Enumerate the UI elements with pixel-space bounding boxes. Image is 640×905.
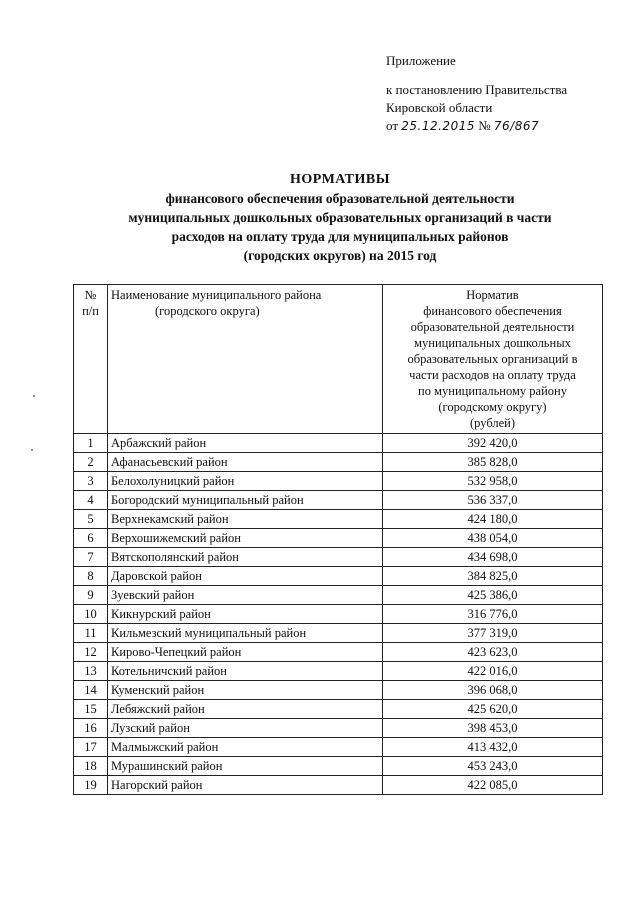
- table-row: [74, 776, 603, 795]
- header-value-line: по муниципальному району: [418, 384, 567, 398]
- table-row: [74, 605, 603, 624]
- row-district-name: Котельничский район: [108, 662, 383, 681]
- date-value: 25.12.2015: [401, 119, 475, 133]
- row-norm-value: 385 828,0: [383, 453, 603, 472]
- row-district-name: Арбажский район: [108, 434, 383, 453]
- row-number: 1: [74, 434, 108, 453]
- row-district-name: Лузский район: [108, 719, 383, 738]
- table-row: [74, 529, 603, 548]
- row-district-name: Малмыжский район: [108, 738, 383, 757]
- row-norm-value: 316 776,0: [383, 605, 603, 624]
- row-district-name: Верхнекамский район: [108, 510, 383, 529]
- row-district-name: Верхошижемский район: [108, 529, 383, 548]
- table-row: [74, 738, 603, 757]
- row-number: 2: [74, 453, 108, 472]
- row-norm-value: 424 180,0: [383, 510, 603, 529]
- header-value-line: Норматив: [466, 288, 519, 302]
- appendix-block: [386, 52, 626, 135]
- heading-line-2: муниципальных дошкольных образовательных организаций в части: [128, 210, 552, 225]
- header-district-name: [108, 285, 383, 434]
- row-norm-value: 398 453,0: [383, 719, 603, 738]
- row-district-name: Афанасьевский район: [108, 453, 383, 472]
- row-norm-value: 384 825,0: [383, 567, 603, 586]
- row-district-name: Вятскополянский район: [108, 548, 383, 567]
- row-district-name: Белохолуницкий район: [108, 472, 383, 491]
- row-district-name: Богородский муниципальный район: [108, 491, 383, 510]
- header-value-line: муниципальных дошкольных: [414, 336, 571, 350]
- row-number: 19: [74, 776, 108, 795]
- row-district-name: Кикнурский район: [108, 605, 383, 624]
- row-number: 5: [74, 510, 108, 529]
- row-number: 9: [74, 586, 108, 605]
- table-row: [74, 567, 603, 586]
- row-norm-value: 425 620,0: [383, 700, 603, 719]
- table-row: [74, 548, 603, 567]
- header-value-line: (рублей): [469, 416, 516, 430]
- row-number: 6: [74, 529, 108, 548]
- row-number: 8: [74, 567, 108, 586]
- row-norm-value: 422 016,0: [383, 662, 603, 681]
- date-prefix: от: [386, 118, 399, 133]
- table-row: [74, 681, 603, 700]
- table-row: [74, 719, 603, 738]
- row-norm-value: 434 698,0: [383, 548, 603, 567]
- row-number: 12: [74, 643, 108, 662]
- appendix-line-region: Кировской области: [386, 100, 493, 115]
- header-value-line: образовательной деятельности: [410, 320, 575, 334]
- row-norm-value: 438 054,0: [383, 529, 603, 548]
- heading-line-1: финансового обеспечения образовательной деятельности: [165, 191, 515, 206]
- row-district-name: Мурашинский район: [108, 757, 383, 776]
- row-number: 4: [74, 491, 108, 510]
- scan-speck: [33, 395, 35, 397]
- table-row: [74, 624, 603, 643]
- header-name-line-1: Наименование муниципального района: [111, 288, 322, 302]
- row-number: 14: [74, 681, 108, 700]
- table-row: [74, 472, 603, 491]
- row-norm-value: 423 623,0: [383, 643, 603, 662]
- table-row: [74, 643, 603, 662]
- header-norm-value: [383, 285, 603, 434]
- appendix-title: Приложение: [386, 53, 456, 68]
- appendix-line-decree: к постановлению Правительства: [386, 82, 568, 97]
- header-number: [74, 285, 108, 434]
- row-number: 15: [74, 700, 108, 719]
- row-norm-value: 425 386,0: [383, 586, 603, 605]
- header-value-line: (городскому округу): [438, 400, 547, 414]
- norms-table: [73, 284, 603, 795]
- row-number: 3: [74, 472, 108, 491]
- table-header-row: [74, 285, 603, 434]
- row-district-name: Даровской район: [108, 567, 383, 586]
- table-row: [74, 491, 603, 510]
- header-name-line-2: (городского округа): [155, 304, 260, 318]
- scan-speck: [31, 449, 33, 451]
- row-norm-value: 396 068,0: [383, 681, 603, 700]
- document-heading: [60, 170, 620, 265]
- row-number: 18: [74, 757, 108, 776]
- heading-line-3: расходов на оплату труда для муниципальных районов: [171, 229, 509, 244]
- row-norm-value: 422 085,0: [383, 776, 603, 795]
- row-number: 10: [74, 605, 108, 624]
- row-district-name: Лебяжский район: [108, 700, 383, 719]
- table-row: [74, 757, 603, 776]
- table-row: [74, 434, 603, 453]
- table-row: [74, 510, 603, 529]
- row-district-name: Нагорский район: [108, 776, 383, 795]
- document-title: НОРМАТИВЫ: [290, 172, 390, 187]
- header-value-line: части расходов на оплату труда: [409, 368, 576, 382]
- row-number: 13: [74, 662, 108, 681]
- table-row: [74, 700, 603, 719]
- row-number: 16: [74, 719, 108, 738]
- header-number-line-2: п/п: [82, 304, 99, 318]
- row-number: 11: [74, 624, 108, 643]
- table-row: [74, 586, 603, 605]
- number-value: 76/867: [493, 119, 540, 133]
- number-prefix: №: [478, 118, 491, 133]
- row-norm-value: 453 243,0: [383, 757, 603, 776]
- row-norm-value: 392 420,0: [383, 434, 603, 453]
- row-norm-value: 532 958,0: [383, 472, 603, 491]
- heading-line-4: (городских округов) на 2015 год: [243, 248, 437, 263]
- row-district-name: Кильмезский муниципальный район: [108, 624, 383, 643]
- header-value-line: образовательных организаций в: [407, 352, 578, 366]
- appendix-date-line: [386, 117, 626, 135]
- row-norm-value: 536 337,0: [383, 491, 603, 510]
- row-district-name: Зуевский район: [108, 586, 383, 605]
- row-norm-value: 413 432,0: [383, 738, 603, 757]
- row-district-name: Куменский район: [108, 681, 383, 700]
- header-value-line: финансового обеспечения: [423, 304, 562, 318]
- row-number: 17: [74, 738, 108, 757]
- header-number-line-1: №: [84, 288, 97, 302]
- row-district-name: Кирово-Чепецкий район: [108, 643, 383, 662]
- table-row: [74, 453, 603, 472]
- table-row: [74, 662, 603, 681]
- row-norm-value: 377 319,0: [383, 624, 603, 643]
- row-number: 7: [74, 548, 108, 567]
